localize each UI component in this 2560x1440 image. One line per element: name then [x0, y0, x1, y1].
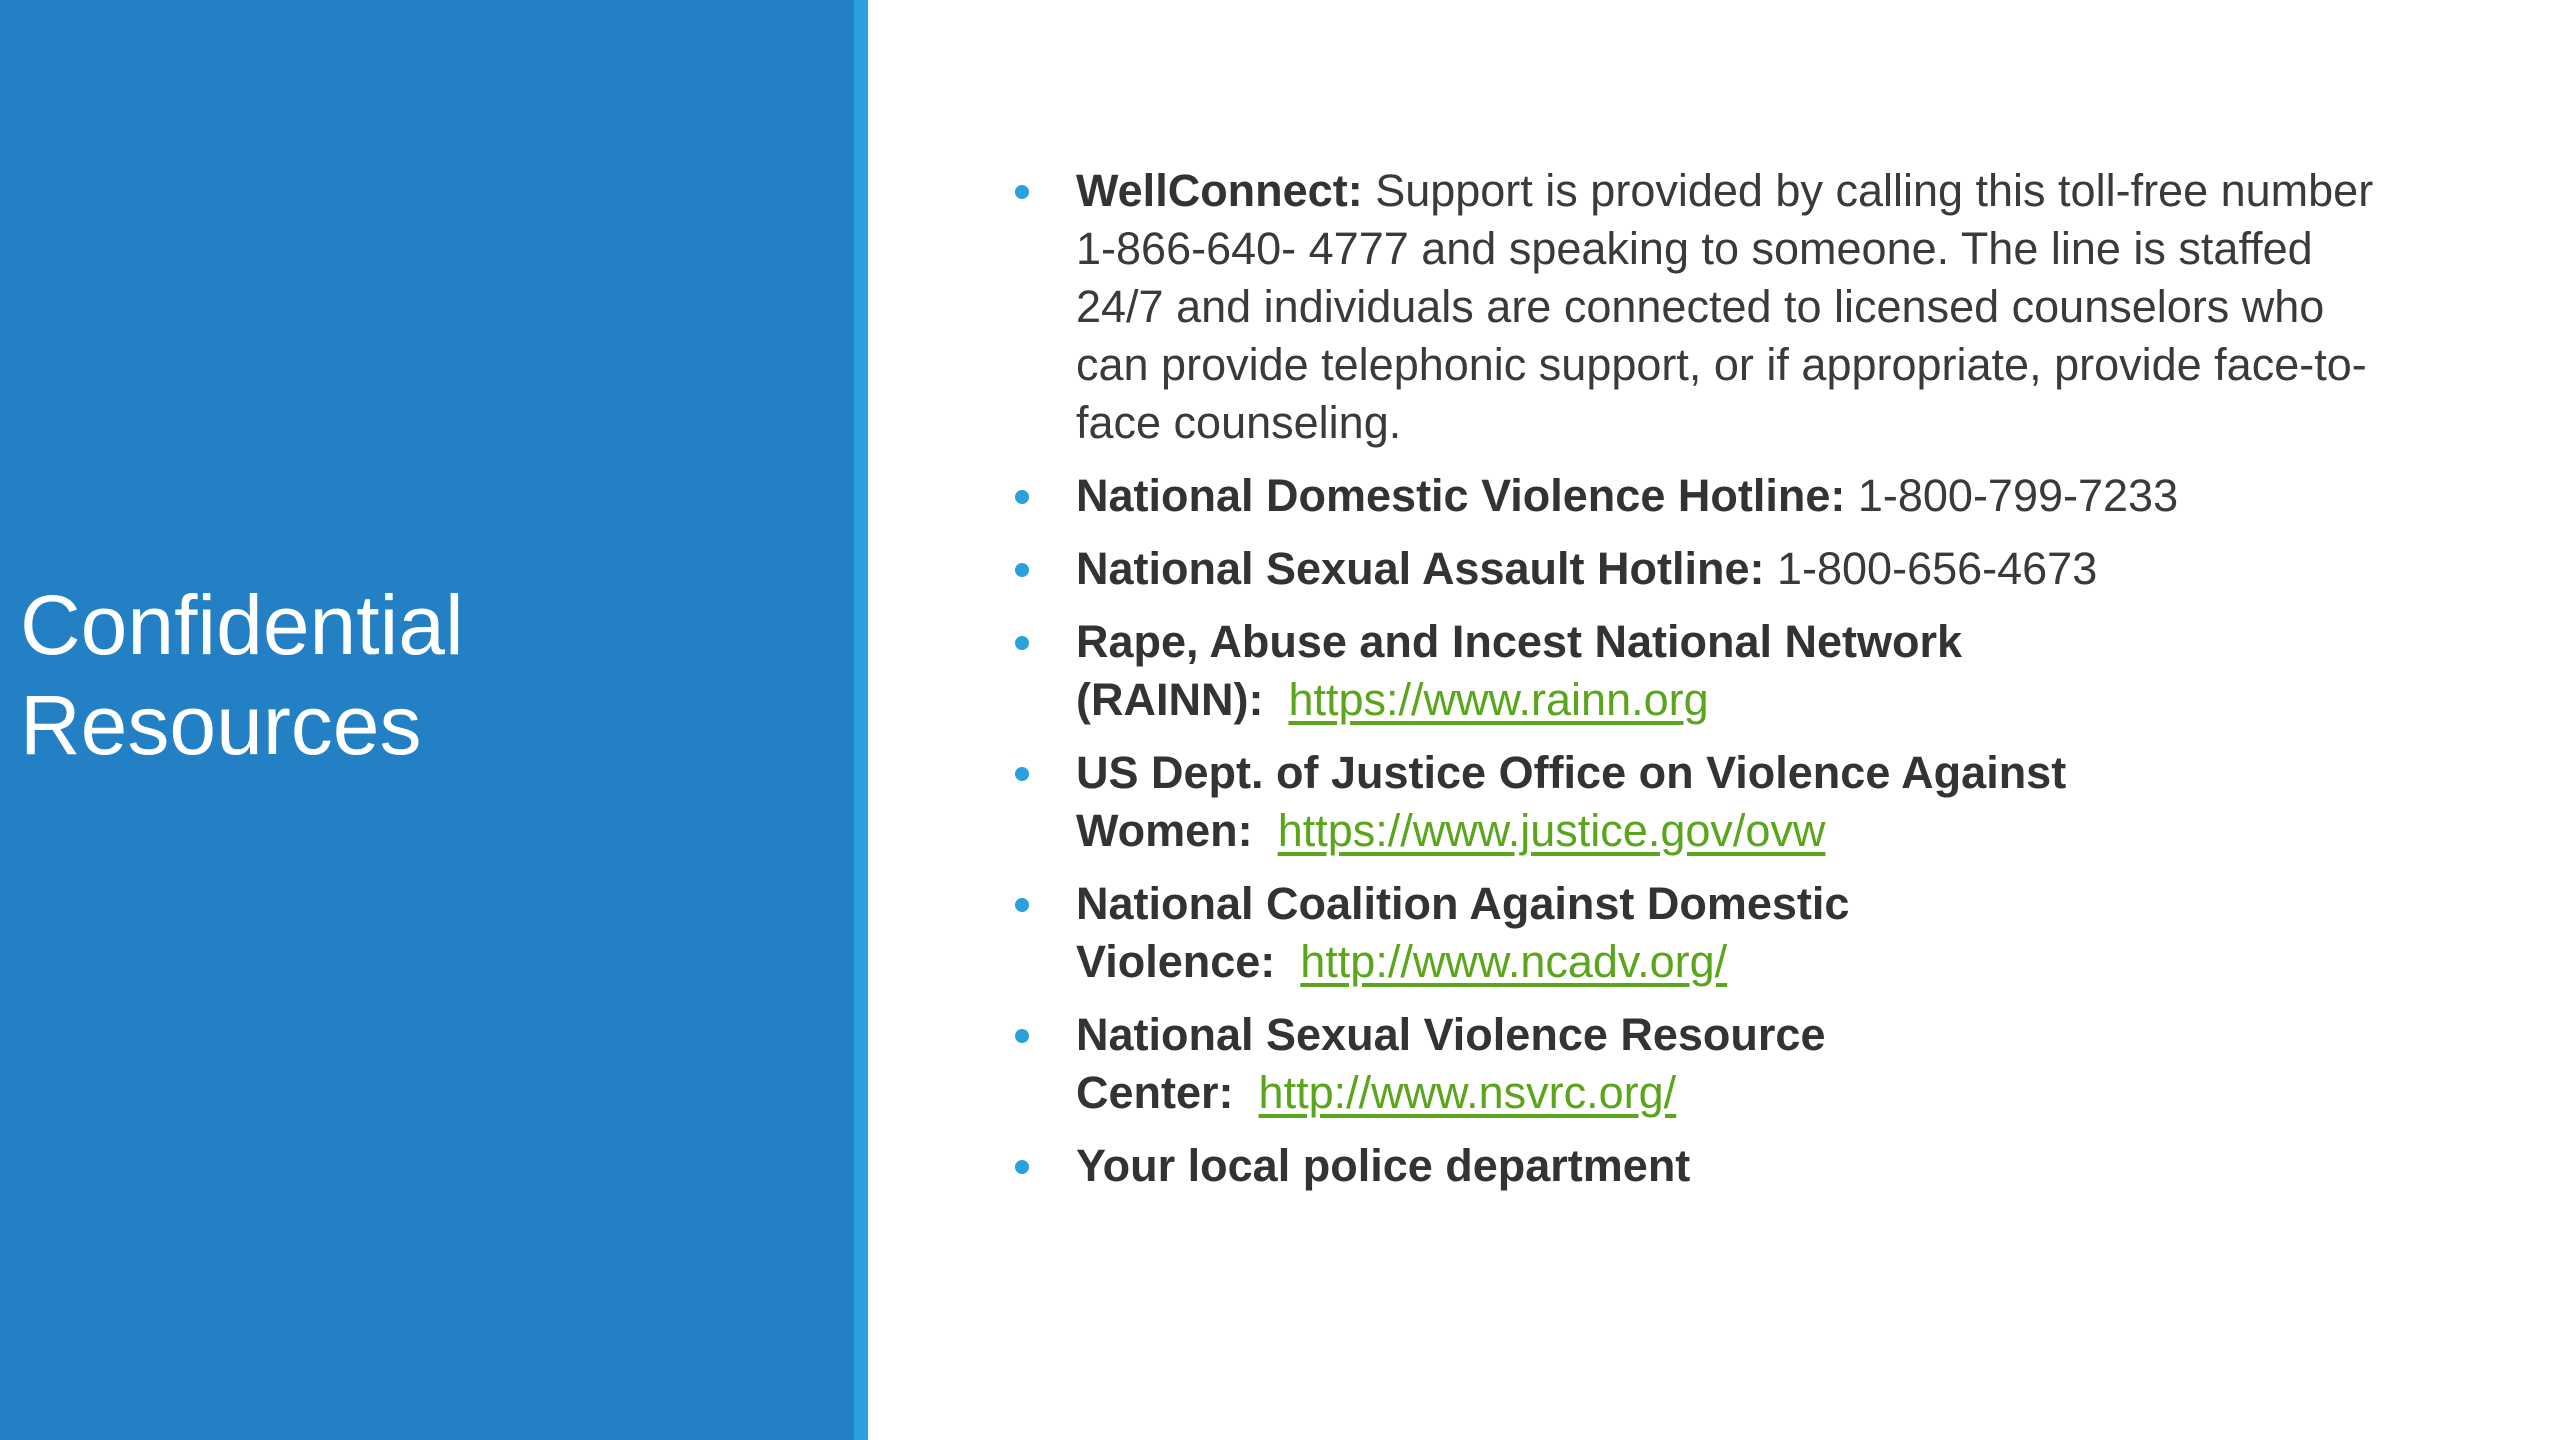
- resource-item-ncadv: [1010, 875, 2390, 991]
- resource-label: Rape, Abuse and Incest National Network (RAINN):: [1076, 616, 1963, 725]
- ncadv-link[interactable]: http://www.ncadv.org/: [1300, 936, 1728, 987]
- resource-label: National Coalition Against Domestic Violence:: [1076, 878, 1850, 987]
- resource-description: Support is provided by calling this toll-free number 1-866-640- 4777 and speaking to someone. The line is staffed 24/7 and individuals are connected to licensed counselors who can provide telephonic support, or if appropriate, provide face-to-face counseling.: [1076, 165, 2374, 448]
- accent-stripe: [854, 0, 868, 1440]
- resource-item-sexual-assault-hotline: [1010, 540, 2390, 598]
- resource-label: National Domestic Violence Hotline:: [1076, 470, 1846, 521]
- bullet-icon: [1015, 563, 1029, 577]
- slide-title-line-2: Resources: [20, 678, 422, 772]
- bullet-icon: [1015, 898, 1029, 912]
- slide-title: [20, 575, 820, 775]
- slide-title-line-1: Confidential: [20, 578, 464, 672]
- bullet-icon: [1015, 767, 1029, 781]
- resource-label: National Sexual Violence Resource Center:: [1076, 1009, 1826, 1118]
- resource-item-doj-ovw: [1010, 744, 2390, 860]
- resource-label: National Sexual Assault Hotline:: [1076, 543, 1765, 594]
- resource-item-wellconnect: [1010, 162, 2390, 452]
- resource-phone: 1-800-799-7233: [1845, 470, 2179, 521]
- rainn-link[interactable]: https://www.rainn.org: [1288, 674, 1709, 725]
- doj-ovw-link[interactable]: https://www.justice.gov/ovw: [1277, 805, 1826, 856]
- resource-item-nsvrc: [1010, 1006, 2390, 1122]
- resource-phone: 1-800-656-4673: [1764, 543, 2098, 594]
- bullet-icon: [1015, 490, 1029, 504]
- resource-label: US Dept. of Justice Office on Violence Against Women:: [1076, 747, 2067, 856]
- resource-label: WellConnect:: [1076, 165, 1363, 216]
- resource-item-local-police: [1010, 1137, 2390, 1195]
- resource-item-rainn: [1010, 613, 2390, 729]
- resource-label: Your local police department: [1076, 1140, 1691, 1191]
- bullet-icon: [1015, 636, 1029, 650]
- bullet-icon: [1015, 1029, 1029, 1043]
- resource-list-container: [1010, 162, 2390, 1210]
- resource-list: [1010, 162, 2390, 1195]
- resource-item-domestic-violence-hotline: [1010, 467, 2390, 525]
- nsvrc-link[interactable]: http://www.nsvrc.org/: [1258, 1067, 1677, 1118]
- bullet-icon: [1015, 185, 1029, 199]
- bullet-icon: [1015, 1160, 1029, 1174]
